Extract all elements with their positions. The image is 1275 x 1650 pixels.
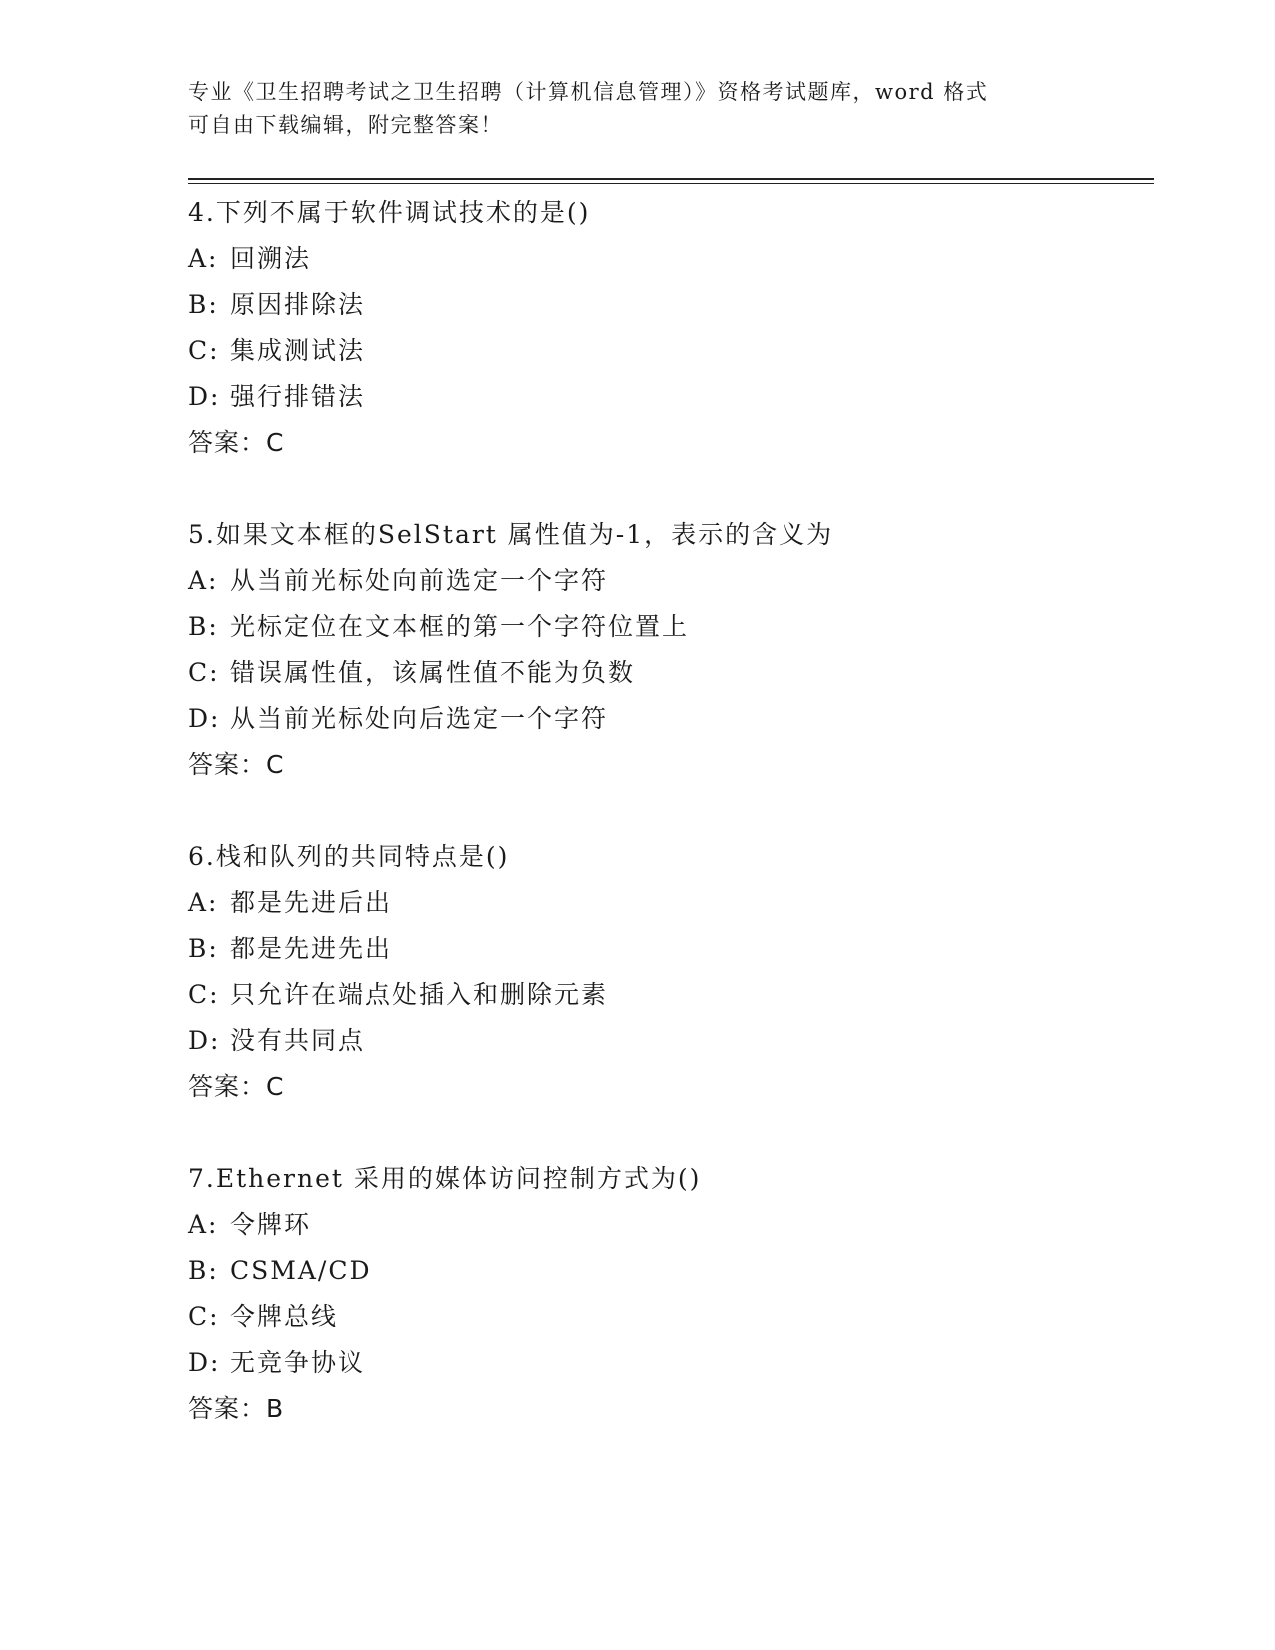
option-text: 无竞争协议 [230, 1348, 366, 1377]
option-text: 从当前光标处向前选定一个字符 [230, 566, 609, 595]
option-text: 从当前光标处向后选定一个字符 [230, 704, 609, 733]
option-text: 光标定位在文本框的第一个字符位置上 [230, 612, 690, 641]
option-letter: D: [188, 1026, 221, 1055]
question-title: 7.Ethernet 采用的媒体访问控制方式为() [188, 1164, 702, 1193]
option-letter: B: [188, 290, 219, 319]
option-d [188, 1018, 1148, 1064]
option-d [188, 374, 1148, 420]
question-title: 6.栈和队列的共同特点是() [188, 842, 510, 871]
option-text: 都是先进先出 [230, 934, 393, 963]
answer-label: 答案：C [188, 1072, 285, 1101]
option-letter: A: [188, 566, 219, 595]
option-letter: B: [188, 1256, 219, 1285]
option-text: 只允许在端点处插入和删除元素 [230, 980, 609, 1009]
option-text: 集成测试法 [230, 336, 366, 365]
option-letter: D: [188, 382, 221, 411]
option-text: 没有共同点 [230, 1026, 366, 1055]
answer-label: 答案：C [188, 428, 285, 457]
option-text: 原因排除法 [230, 290, 366, 319]
option-letter: C: [188, 980, 220, 1009]
option-text: 令牌总线 [230, 1302, 339, 1331]
option-b [188, 282, 1148, 328]
option-a [188, 880, 1148, 926]
option-d [188, 1340, 1148, 1386]
option-text: 强行排错法 [230, 382, 366, 411]
document-header [188, 76, 1088, 142]
option-text: 令牌环 [230, 1210, 312, 1239]
option-letter: D: [188, 704, 221, 733]
header-line-2: 可自由下载编辑，附完整答案！ [188, 113, 503, 137]
option-text: 都是先进后出 [230, 888, 393, 917]
option-letter: C: [188, 336, 220, 365]
option-letter: A: [188, 888, 219, 917]
question-title: 5.如果文本框的SelStart 属性值为-1，表示的含义为 [188, 520, 834, 549]
header-divider-thin [188, 183, 1154, 184]
option-letter: A: [188, 1210, 219, 1239]
question-title: 4.下列不属于软件调试技术的是() [188, 198, 591, 227]
option-letter: C: [188, 1302, 220, 1331]
question-item [188, 834, 1148, 1110]
option-c [188, 972, 1148, 1018]
option-text: 错误属性值，该属性值不能为负数 [230, 658, 636, 687]
option-d [188, 696, 1148, 742]
option-text: CSMA/CD [230, 1256, 372, 1285]
answer-label: 答案：B [188, 1394, 285, 1423]
question-item [188, 512, 1148, 788]
header-line-1: 专业《卫生招聘考试之卫生招聘（计算机信息管理）》资格考试题库，word 格式 [188, 80, 989, 104]
header-divider [188, 178, 1154, 180]
option-letter: C: [188, 658, 220, 687]
option-letter: D: [188, 1348, 221, 1377]
option-text: 回溯法 [230, 244, 312, 273]
option-c [188, 1294, 1148, 1340]
option-letter: B: [188, 612, 219, 641]
option-letter: A: [188, 244, 219, 273]
option-c [188, 650, 1148, 696]
option-b [188, 604, 1148, 650]
option-letter: B: [188, 934, 219, 963]
option-b [188, 926, 1148, 972]
option-a [188, 1202, 1148, 1248]
option-b [188, 1248, 1148, 1294]
answer-label: 答案：C [188, 750, 285, 779]
option-a [188, 236, 1148, 282]
option-c [188, 328, 1148, 374]
question-item [188, 1156, 1148, 1432]
question-list [188, 190, 1148, 1478]
option-a [188, 558, 1148, 604]
question-item [188, 190, 1148, 466]
